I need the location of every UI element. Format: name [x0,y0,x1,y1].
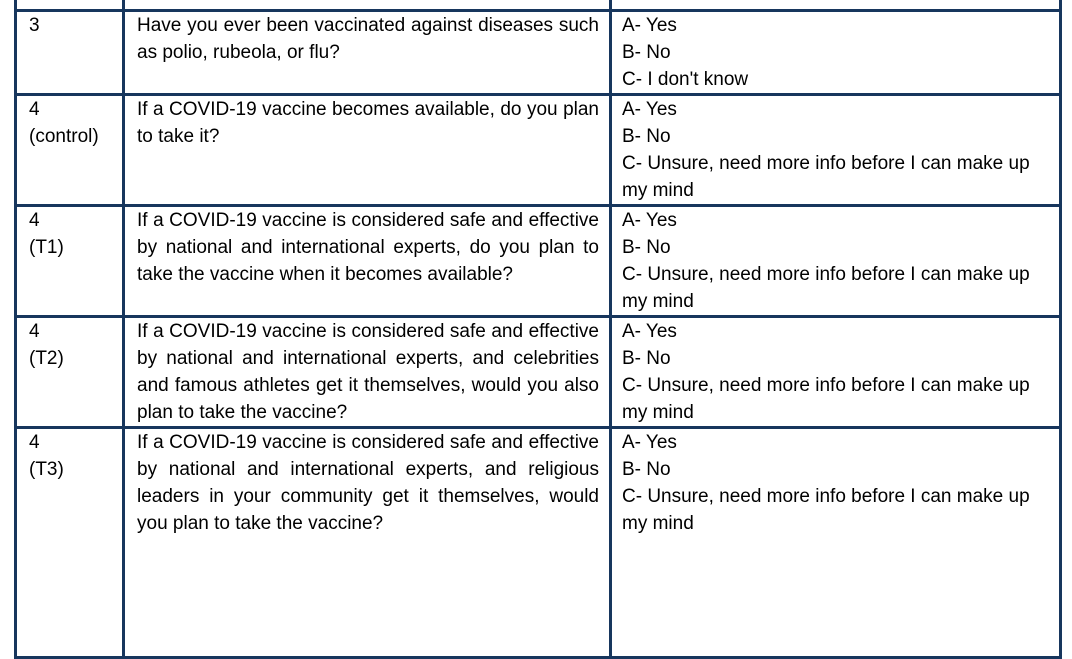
question-number: 4 [29,321,40,342]
options-cell [611,0,1061,11]
table-row [16,11,1061,95]
option-b: B- No [622,126,671,147]
options-cell [611,428,1061,658]
question-text: If a COVID-19 vaccine is considered safe and effective by national and international experts, and celebrities and famous athletes get it themselves, would you also plan to take the vaccine? [124,317,611,428]
option-b: B- No [622,459,671,480]
number-cell [16,317,124,428]
option-a: A- Yes [622,321,677,342]
option-b: B- No [622,348,671,369]
number-cell [16,0,124,11]
options-cell [611,95,1061,206]
question-cell [124,0,611,11]
question-number: 4 [29,432,40,453]
question-group: (T3) [29,459,64,480]
number-cell [16,11,124,95]
question-number: 4 [29,210,40,231]
table-row-partial [16,0,1061,11]
question-text: Have you ever been vaccinated against diseases such as polio, rubeola, or flu? [124,11,611,95]
survey-questions-table [14,0,1062,659]
table-row [16,95,1061,206]
option-c: C- Unsure, need more info before I can make up my mind [622,486,1030,534]
option-c: C- I don't know [622,69,749,90]
options-cell [611,11,1061,95]
options-cell [611,317,1061,428]
question-number: 4 [29,99,40,120]
question-text: If a COVID-19 vaccine is considered safe and effective by national and international experts, and religious leaders in your community get it themselves, would you plan to take the vaccine? [124,428,611,658]
option-a: A- Yes [622,432,677,453]
question-group: (control) [29,126,99,147]
option-c: C- Unsure, need more info before I can make up my mind [622,153,1030,201]
option-a: A- Yes [622,210,677,231]
table-row [16,206,1061,317]
number-cell [16,206,124,317]
option-c: C- Unsure, need more info before I can make up my mind [622,264,1030,312]
option-a: A- Yes [622,15,677,36]
question-group: (T2) [29,348,64,369]
number-cell [16,95,124,206]
question-group: (T1) [29,237,64,258]
option-c: C- Unsure, need more info before I can make up my mind [622,375,1030,423]
option-b: B- No [622,42,671,63]
question-text: If a COVID-19 vaccine becomes available, do you plan to take it? [124,95,611,206]
question-number: 3 [29,15,40,36]
options-cell [611,206,1061,317]
question-text: If a COVID-19 vaccine is considered safe and effective by national and international experts, do you plan to take the vaccine when it becomes available? [124,206,611,317]
option-a: A- Yes [622,99,677,120]
number-cell [16,428,124,658]
table-row [16,317,1061,428]
table-row [16,428,1061,658]
option-b: B- No [622,237,671,258]
